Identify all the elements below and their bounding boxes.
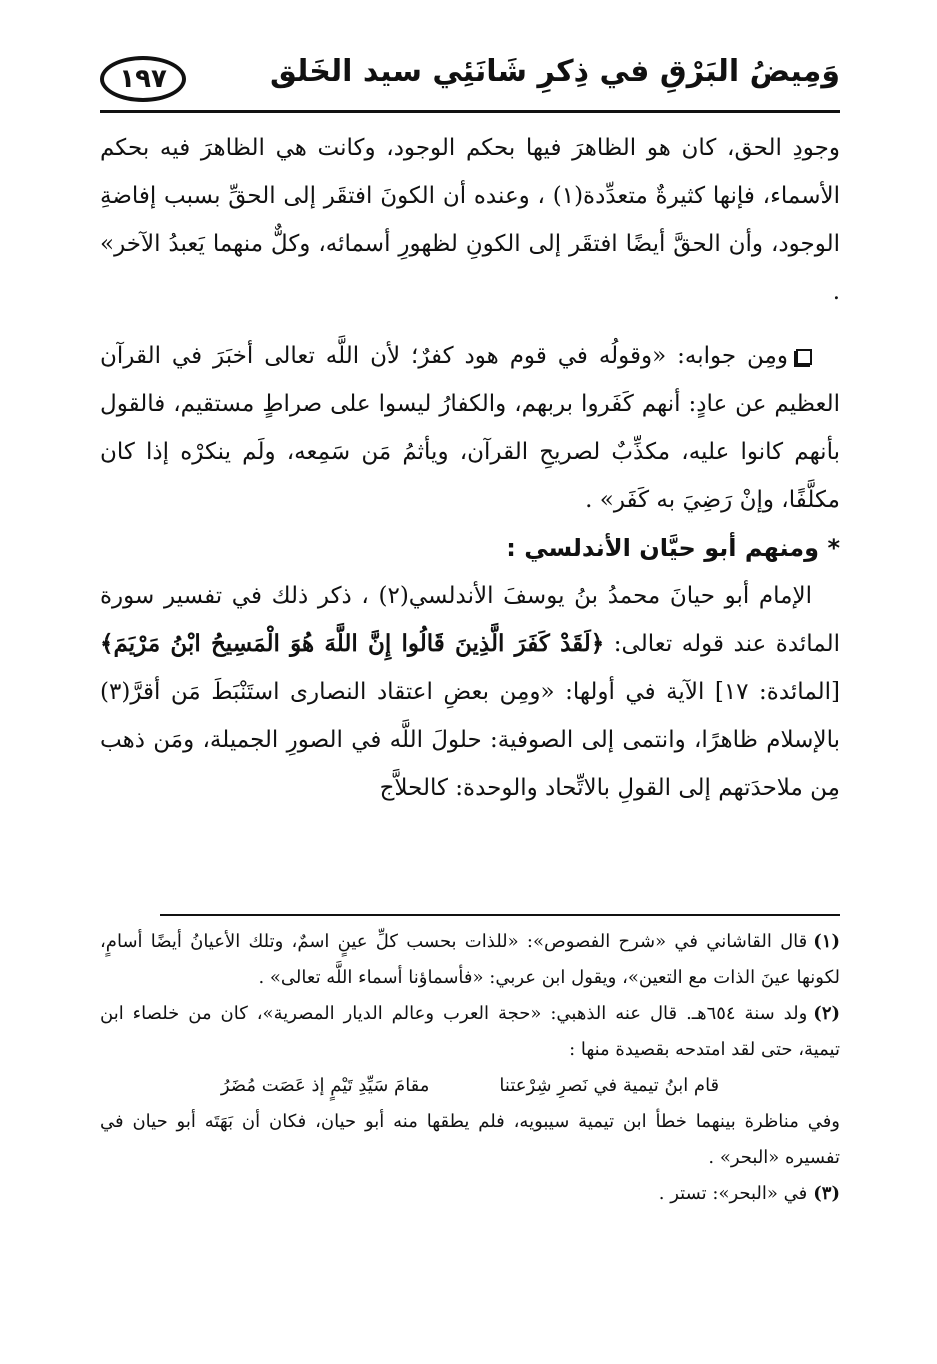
square-bullet-icon	[796, 349, 812, 365]
paragraph-1: وجودِ الحق، كان هو الظاهرَ فيها بحكم الوجود، وكانت هي الظاهرَ فيه بحكم الأسماء، فإنها كثيرةٌ متعدِّدة(١) ، وعنده أن الكونَ افتقَر إلى الحقِّ بسبب إفاضةِ الوجود، وأن الحقَّ أيضًا افتقَر إلى الكونِ لظهورِ أسمائه، وكلٌّ منهما يَعبدُ الآخر» .	[100, 135, 840, 305]
poem-verse	[100, 1068, 840, 1104]
footnote-2-number: (٢)	[813, 1003, 841, 1024]
paragraph-2	[100, 332, 840, 524]
footnotes	[100, 924, 840, 1212]
section-heading: * ومنهم أبو حيَّان الأندلسي :	[506, 534, 840, 562]
page-number: ١٩٧	[100, 56, 186, 102]
poem-hemistich-2: مقامَ سَيِّدِ تَيْمٍ إذ عَصَت مُضَرُ	[220, 1075, 430, 1096]
running-title: وَمِيضُ البَرْقِ في ذِكرِ شَانَئِي سيد الخَلق	[270, 54, 840, 89]
paragraph-3-text-b: [المائدة: ١٧] الآية في أولها: «ومِن بعضِ اعتقاد النصارى استَنْبَطَ مَن أقرَّ(٣) بالإسلام ظاهرًا، وانتمى إلى الصوفية: حلولَ اللَّه في الصورِ الجميلة، ومَن ذهب مِن ملاحدَتهم إلى القولِ بالاتِّحاد والوحدة: كالحلاَّج	[100, 679, 840, 801]
footnote-1-number: (١)	[813, 931, 840, 952]
paragraph-3-text-a: الإمام أبو حيانَ محمدُ بنُ يوسفَ الأندلسي(٢) ، ذكر ذلك في تفسير سورة المائدة عند قوله تعالى:	[100, 583, 841, 657]
footnote-3-text: في «البحر»: تستر .	[658, 1183, 808, 1204]
paragraph-3	[100, 572, 840, 812]
footnote-3	[100, 1176, 840, 1212]
footnote-divider	[160, 914, 840, 916]
footnote-2-continuation: وفي مناظرة بينهما خطأ ابن تيمية سيبويه، فلم يطقها منه أبو حيان، فكان أن بَهَتَه أبو حيان في تفسيره «البحر» .	[100, 1111, 840, 1168]
main-text	[100, 124, 840, 812]
footnote-3-number: (٣)	[813, 1183, 840, 1204]
footnote-1-text: قال القاشاني في «شرح الفصوص»: «للذات بحسب كلِّ عينٍ اسمٌ، وتلك الأعيانُ أيضًا أسامٍ، لكونها عينَ الذات مع التعين»، ويقول ابن عربي: «فأسماؤنا أسماء اللَّه تعالى» .	[100, 931, 840, 988]
footnote-1	[100, 924, 840, 996]
quran-verse: ﴿لَقَدْ كَفَرَ الَّذِينَ قَالُوا إِنَّ اللَّهَ هُوَ الْمَسِيحُ ابْنُ مَرْيَمَ﴾	[100, 630, 605, 657]
poem-hemistich-1: قام ابنُ تيمية في نَصرِ شِرْعتنا	[499, 1075, 720, 1096]
page-header	[100, 40, 840, 113]
footnote-2-text: ولد سنة ٦٥٤هـ. قال عنه الذهبي: «حجة العرب وعالم الديار المصرية»، كان من خلصاء ابن تيمية، حتى لقد امتدحه بقصيدة منها :	[100, 1003, 840, 1060]
book-page	[100, 40, 840, 1330]
paragraph-2-text: ومِن جوابه: «وقولُه في قوم هود كفرٌ؛ لأن اللَّه تعالى أخبَرَ في القرآن العظيم عن عادٍ: أنهم كَفَروا بربهم، والكفارُ ليسوا على صراطٍ مستقيم، فالقول بأنهم كانوا عليه، مكذِّبٌ لصريحِ القرآن، ويأثمُ مَن سَمِعه، ولَم ينكرْه إذا كان مكلَّفًا، وإنْ رَضِيَ به كَفَر» .	[100, 343, 840, 513]
footnote-2	[100, 996, 840, 1068]
